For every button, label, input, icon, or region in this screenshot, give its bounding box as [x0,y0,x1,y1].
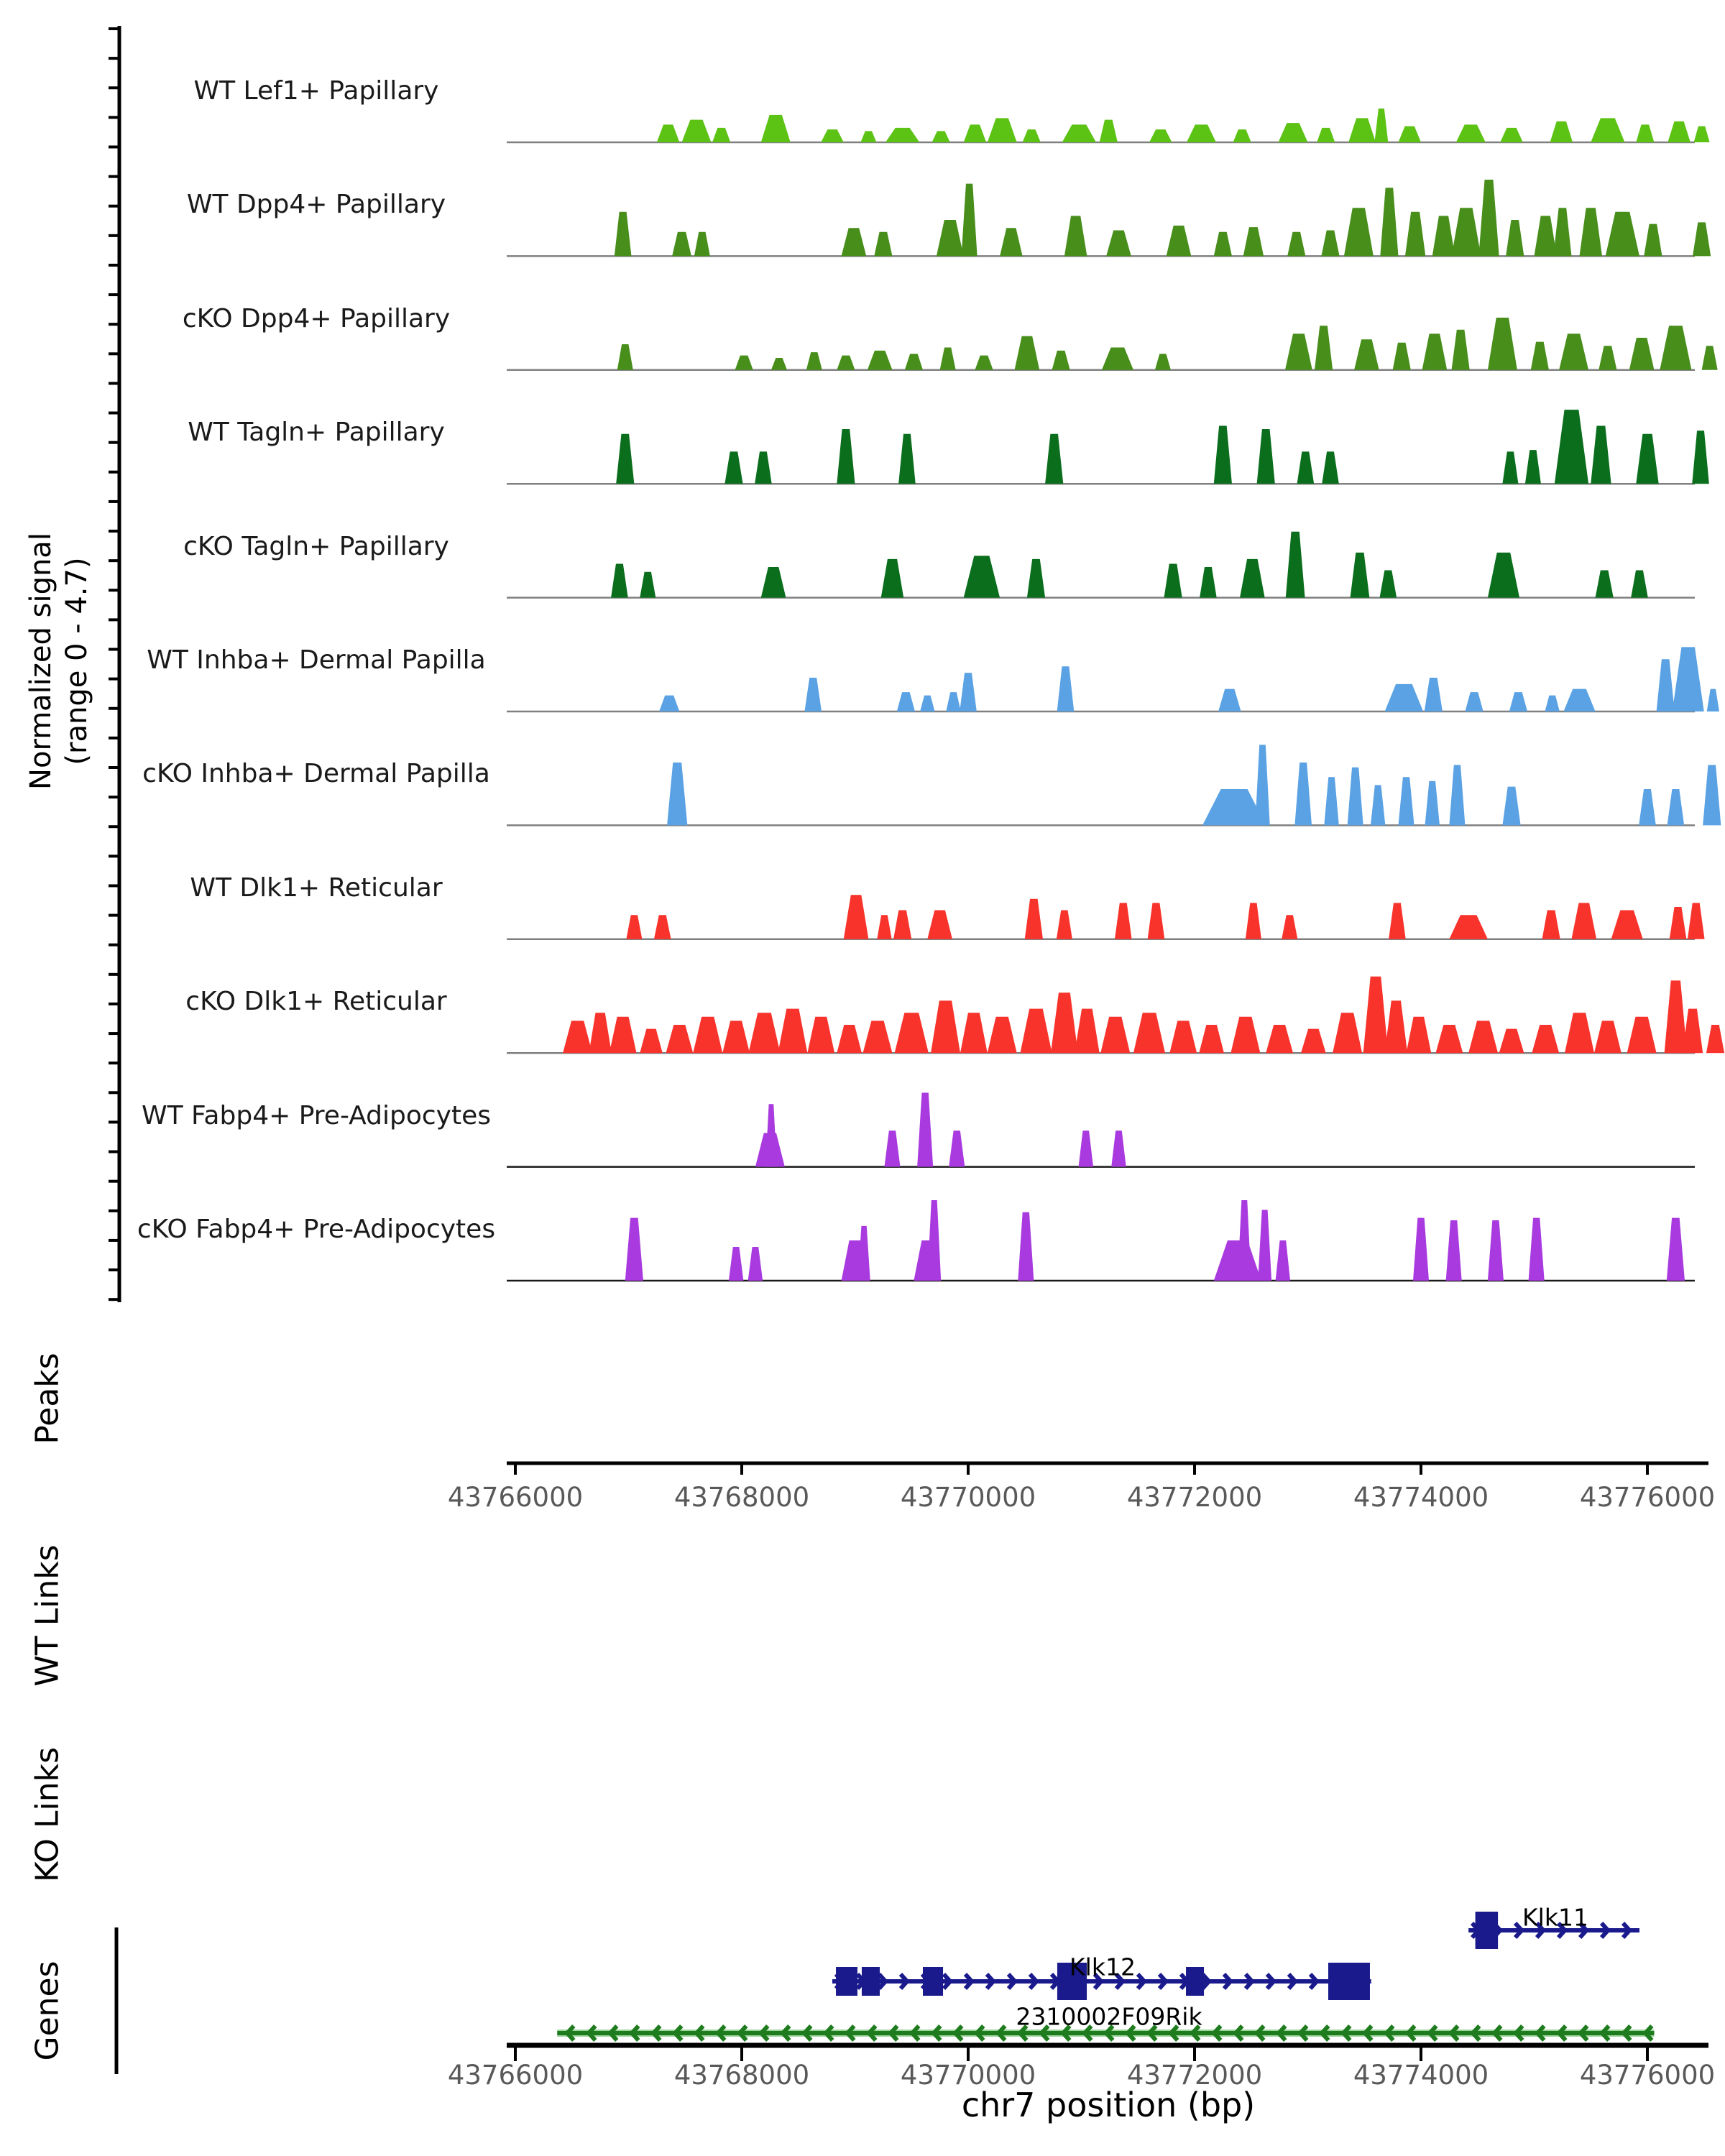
signal-peak [761,115,791,142]
signal-peak [1243,227,1264,256]
signal-peak [1187,124,1216,142]
signal-peak [1057,910,1072,939]
signal-peak [724,451,742,484]
signal-peak [1667,1218,1685,1281]
signal-peak [1627,1017,1657,1053]
signal-peak [1045,434,1063,484]
signal-peak [905,354,923,369]
signal-peak [949,1130,965,1166]
signal-peak [1200,567,1217,598]
signal-peak [1282,915,1297,939]
signal-peak [626,915,642,939]
signal-peak [1542,910,1560,939]
signal-peak [1598,346,1616,370]
signal-peak [778,1009,807,1054]
signal-peak [1079,1130,1093,1166]
signal-peak [1315,326,1333,370]
genome-axis-tick-43770000: 43770000 [900,2060,1036,2091]
signal-peak [1636,124,1654,142]
signal-peak [1707,689,1719,711]
signal-peak [1449,765,1465,825]
signal-peak [1240,559,1265,598]
gene-label-klk12: Klk12 [1070,1953,1136,1981]
signal-peak [927,1200,941,1281]
signal-peak [1000,228,1023,256]
signal-peak [1348,768,1363,826]
signal-peak [1506,220,1524,256]
peaks-axis-tick-43768000: 43768000 [673,1482,810,1513]
signal-peak [804,678,822,711]
signal-peak [1057,666,1075,711]
signal-peak [611,564,628,598]
signal-peak [1399,777,1414,825]
signal-peak [1025,899,1043,939]
signal-peak [821,129,844,142]
track-label-wt-fabp4: WT Fabp4+ Pre-Adipocytes [142,1101,491,1130]
track-label-wt-lef1: WT Lef1+ Papillary [193,76,439,106]
track-label-cko-dlk1: cKO Dlk1+ Reticular [185,987,447,1016]
signal-peak [1407,1017,1432,1053]
signal-peak [1509,692,1527,711]
signal-peak [1694,126,1710,142]
signal-peak [1591,118,1624,142]
signal-peak [1051,992,1078,1053]
signal-peak [1525,450,1541,484]
signal-peak [1317,128,1335,142]
signal-peak [666,1025,693,1053]
signal-peak [1111,1130,1126,1166]
signal-peak [1502,787,1520,826]
signal-peak [1023,129,1041,142]
signal-peak [937,220,964,256]
signal-peak [1631,571,1648,598]
signal-peak [1425,678,1443,711]
signal-peak [1199,1025,1224,1053]
genome-axis-tick-43768000: 43768000 [673,2060,810,2091]
track-label-cko-inhba: cKO Inhba+ Dermal Papilla [142,759,490,788]
signal-peak [1380,188,1398,256]
signal-peak [1018,1212,1034,1281]
signal-peak [1389,903,1406,939]
signal-peak [1529,1218,1545,1281]
signal-peak [617,344,633,370]
gene-exon [836,1967,857,1996]
signal-peak [1100,120,1118,142]
track-label-cko-dpp4: cKO Dpp4+ Papillary [182,304,451,333]
signal-peak [1435,1025,1463,1053]
track-label-wt-dlk1: WT Dlk1+ Reticular [190,873,443,903]
signal-peak [1322,451,1339,484]
signal-peak [1214,426,1232,484]
signal-peak [1214,232,1232,257]
signal-peak [1380,571,1397,598]
signal-peak [1702,346,1718,370]
signal-peak [1020,1009,1052,1054]
signal-peak [1703,765,1721,825]
gene-label-2310002f09rik: 2310002F09Rik [1016,2002,1202,2031]
signal-peak [1488,1220,1504,1281]
signal-peak [1102,347,1133,369]
signal-peak [693,1017,722,1053]
signal-peak [940,347,956,369]
signal-peak [1571,903,1596,939]
signal-peak [1257,429,1275,484]
signal-peak [1488,553,1519,598]
signal-peak [844,895,869,939]
signal-peak [672,232,691,257]
signal-peak [1639,789,1656,825]
signal-peak [988,118,1017,142]
signal-peak [1668,789,1685,825]
signal-peak [1148,903,1165,939]
signal-peak [1075,1009,1100,1054]
signal-peak [1344,208,1374,256]
signal-peak [1385,1000,1408,1053]
signal-peak [975,356,993,370]
signal-peak [712,128,730,142]
signal-peak [1062,124,1096,142]
signal-peak [667,763,687,825]
track-label-wt-tagln: WT Tagln+ Papillary [188,418,445,447]
signal-peak [1371,785,1385,825]
track-label-wt-dpp4: WT Dpp4+ Papillary [186,190,446,219]
signal-peak [589,1013,612,1053]
signal-peak [1688,903,1705,939]
signal-peak [1692,430,1709,484]
signal-peak [1563,689,1595,711]
signal-peak [1393,343,1411,370]
peaks-axis-tick-43766000: 43766000 [447,1482,584,1513]
signal-peak [946,692,960,711]
signal-peak [640,1029,663,1054]
signal-peak [1596,571,1614,598]
signal-peak [960,1013,988,1053]
signal-peak [1279,123,1308,142]
signal-peak [1550,121,1573,142]
signal-peak [1155,354,1171,369]
signal-peak [1233,129,1251,142]
signal-peak [1321,231,1339,257]
signal-peak [1413,1218,1429,1281]
signal-peak [1106,231,1131,257]
signal-peak [659,696,679,711]
section-label-peaks: Peaks [29,1353,66,1445]
signal-peak [1545,696,1559,711]
signal-peak [920,696,934,711]
signal-peak [616,434,634,484]
signal-peak [755,451,772,484]
signal-peak [1133,1013,1165,1053]
signal-peak [1693,222,1711,256]
signal-peak [1644,224,1662,257]
signal-peak [868,351,893,370]
peaks-axis-tick-43776000: 43776000 [1579,1482,1716,1513]
signal-peak [1535,216,1558,256]
signal-peak [563,1021,592,1053]
signal-peak [1532,1025,1559,1053]
signal-peak [960,673,977,711]
signal-peak [1164,564,1182,598]
signal-peak [1465,692,1483,711]
section-label-ko-links: KO Links [29,1746,66,1883]
signal-peak [895,1013,929,1053]
signal-peak [1286,532,1305,598]
signal-peak [1591,426,1611,484]
signal-peak [1565,1013,1594,1053]
genome-axis-tick-43774000: 43774000 [1353,2060,1489,2091]
signal-peak [1385,684,1424,711]
signal-peak [1399,126,1422,142]
signal-peak [1230,1017,1260,1053]
signal-peak [1255,745,1269,825]
signal-peak [1606,212,1639,257]
signal-peak [1488,318,1517,370]
gene-label-klk11: Klk11 [1522,1903,1588,1932]
signal-peak [1354,339,1379,370]
signal-peak [1668,121,1690,142]
signal-peak [1555,410,1588,484]
signal-peak [1218,689,1241,711]
signal-peak [1499,1029,1524,1054]
signal-peak [1670,907,1687,939]
signal-peak [1351,553,1370,598]
signal-peak [657,124,680,142]
signal-peak [1422,333,1448,369]
signal-peak [964,124,987,142]
signal-peak [748,1247,763,1281]
signal-peak [886,128,919,142]
signal-peak [1636,434,1659,484]
signal-peak [1449,915,1488,939]
signal-peak [898,434,916,484]
signal-peak [931,1000,960,1053]
y-axis-label [23,533,95,790]
signal-peak [1405,212,1425,257]
gene-exon [1186,1967,1204,1996]
signal-peak [1657,659,1675,711]
signal-peak [1266,1025,1293,1053]
track-label-wt-inhba: WT Inhba+ Dermal Papilla [147,645,486,675]
signal-peak [837,356,855,370]
genome-axis-tick-43772000: 43772000 [1126,2060,1263,2091]
signal-peak [722,1021,750,1053]
signal-peak [1214,1240,1261,1281]
genome-axis-title: chr7 position (bp) [961,2086,1256,2124]
signal-peak [1502,451,1518,484]
signal-peak [893,910,911,939]
signal-peak [932,131,950,142]
peaks-axis-tick-43774000: 43774000 [1353,1482,1489,1513]
signal-peak [771,358,787,370]
signal-peak [1559,333,1588,369]
signal-peak [1297,451,1315,484]
signal-peak [874,232,892,257]
signal-peak [807,1017,834,1053]
signal-peak [1015,336,1040,370]
signal-peak [1246,903,1261,939]
signal-peak [1468,1021,1498,1053]
signal-peak [1478,180,1499,256]
gene-exon [1328,1963,1370,2000]
signal-peak [735,356,753,370]
signal-peak [610,1017,637,1053]
signal-peak [842,228,867,256]
signal-peak [837,1025,862,1053]
peaks-axis-tick-43772000: 43772000 [1126,1482,1263,1513]
signal-peak [1432,216,1455,256]
signal-peak [694,232,710,257]
signal-peak [1706,1025,1724,1053]
signal-peak [1456,124,1486,142]
genome-axis-tick-43766000: 43766000 [447,2060,584,2091]
signal-peak [1446,1220,1462,1281]
signal-peak [988,1017,1017,1053]
signal-peak [917,1093,933,1167]
signal-peak [884,1130,900,1166]
signal-peak [682,120,712,142]
signal-peak [1611,910,1643,939]
track-label-cko-fabp4: cKO Fabp4+ Pre-Adipocytes [137,1215,496,1244]
signal-peak [857,1226,870,1281]
signal-peak [765,1104,777,1166]
signal-peak [640,572,656,598]
signal-peak [615,212,632,257]
signal-peak [761,567,786,598]
signal-peak [1115,903,1132,939]
signal-peak [1594,1021,1622,1053]
signal-peak [897,692,915,711]
signal-peak [860,131,876,142]
signal-peak [1100,1017,1130,1053]
signal-peak [1294,763,1312,825]
peaks-axis-tick-43770000: 43770000 [900,1482,1036,1513]
signal-peak [962,184,978,257]
section-label-wt-links: WT Links [29,1544,66,1687]
signal-peak [806,352,822,370]
signal-peak [625,1218,643,1281]
signal-peak [1064,216,1087,256]
signal-peak [1258,1210,1271,1281]
signal-peak [1553,208,1571,256]
signal-peak [1363,977,1389,1053]
signal-peak [1167,226,1192,257]
signal-peak [1238,1200,1251,1281]
signal-peak [837,429,855,484]
signal-peak [1333,1013,1362,1053]
signal-peak [1052,351,1070,370]
signal-peak [1673,647,1704,711]
signal-peak [1425,781,1440,826]
signal-peak [1531,342,1549,370]
signal-peak [964,556,1000,597]
genome-axis-tick-43776000: 43776000 [1579,2060,1716,2091]
section-label-genes: Genes [29,1961,66,2061]
signal-peak [1452,208,1481,256]
signal-peak [1285,333,1312,369]
y-axis-label-line2: (range 0 - 4.7) [60,557,93,765]
signal-peak [863,1021,893,1053]
signal-peak [1276,1240,1290,1281]
gene-exon [862,1967,880,1996]
signal-peak [1348,118,1376,142]
signal-peak [881,559,904,598]
signal-peak [1665,980,1688,1053]
track-label-cko-tagln: cKO Tagln+ Papillary [183,532,449,561]
signal-peak [1580,208,1603,256]
signal-peak [927,910,952,939]
gene-exon [923,1967,943,1996]
signal-peak [729,1247,743,1281]
signal-peak [1027,559,1045,598]
y-axis-label-line1: Normalized signal [24,533,58,790]
signal-peak [1287,232,1305,257]
signal-peak [877,915,891,939]
signal-peak [1629,338,1655,370]
signal-peak [1500,128,1523,142]
signal-peak [1374,109,1388,142]
signal-peak [1452,330,1470,370]
signal-peak [654,915,671,939]
signal-peak [1301,1029,1326,1054]
signal-peak [1149,129,1172,142]
signal-peak [1324,777,1338,825]
gene-exon [1476,1912,1499,1949]
signal-peak [748,1013,780,1053]
signal-peak [1660,326,1691,370]
signal-peak [1169,1021,1197,1053]
signal-peak [1683,1009,1703,1054]
